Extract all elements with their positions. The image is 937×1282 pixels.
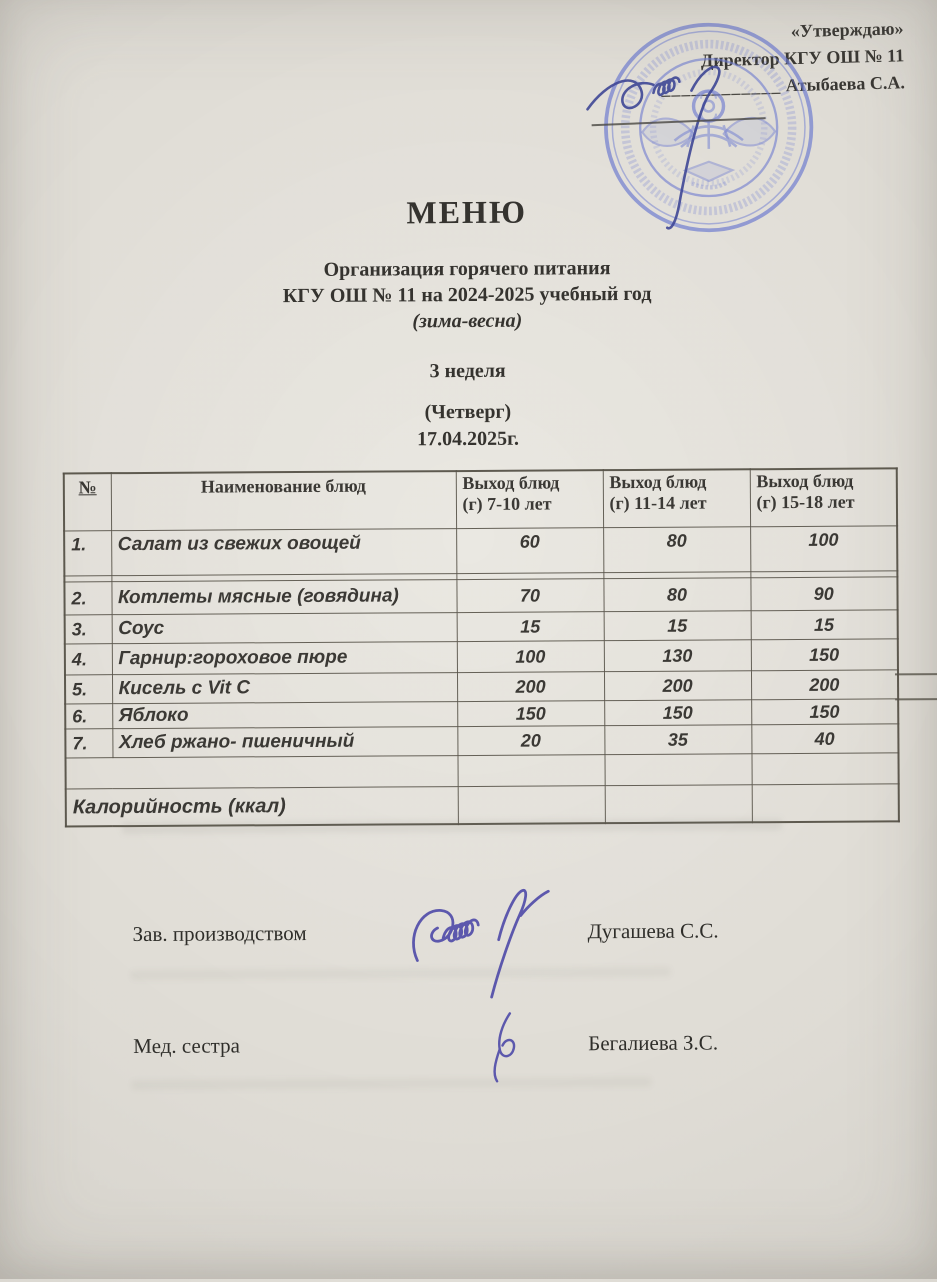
approval-quote: «Утверждаю» — [790, 18, 904, 42]
portion-11-14: 80 — [603, 578, 750, 612]
weekday-label: (Четверг) — [424, 400, 512, 424]
header-portion-11-14: Выход блюд (г) 11-14 лет — [603, 469, 750, 527]
portion-15-18: 150 — [751, 699, 898, 725]
dish-name: Соус — [112, 613, 457, 644]
week-label: 3 неделя — [429, 359, 506, 383]
dish-name: Котлеты мясные (говядина) — [111, 580, 456, 615]
portion-11-14: 80 — [603, 527, 750, 573]
portion-7-10: 100 — [457, 641, 604, 673]
role-label: Мед. сестра — [133, 1033, 240, 1059]
approval-director-name: Атыбаева С.А. — [785, 72, 906, 96]
dish-name: Хлеб ржано- пшеничный — [112, 727, 457, 758]
production-manager-signature — [400, 881, 586, 1007]
dish-number: 4. — [65, 644, 112, 675]
empty-row — [65, 753, 898, 789]
bleed-through-smudge — [131, 1077, 651, 1090]
table-row — [65, 639, 898, 675]
dish-number: 6. — [65, 704, 112, 729]
dish-number: 2. — [64, 582, 111, 615]
header-number: № — [64, 473, 111, 531]
portion-15-18: 40 — [751, 724, 898, 754]
calories-7-10 — [458, 786, 605, 824]
nurse-signature — [476, 1008, 536, 1088]
role-label: Зав. производством — [132, 920, 307, 947]
table-row — [64, 577, 897, 615]
date-label: 17.04.2025г. — [417, 427, 520, 451]
portion-11-14: 35 — [604, 725, 751, 755]
dish-number: 7. — [65, 729, 112, 758]
dish-name: Гарнир:гороховое пюре — [112, 642, 457, 675]
person-name: Дугашева С.С. — [587, 918, 719, 944]
portion-15-18: 200 — [751, 670, 898, 700]
person-name: Бегалиева З.С. — [588, 1030, 719, 1056]
portion-11-14: 15 — [604, 611, 751, 641]
header-dish-name: Наименование блюд — [111, 471, 456, 531]
approval-director-line: Директор КГУ ОШ № 11 — [700, 45, 905, 71]
portion-11-14: 130 — [604, 640, 751, 672]
menu-table — [63, 467, 900, 827]
stray-table-line — [895, 698, 937, 700]
portion-7-10: 15 — [457, 612, 604, 642]
table-row — [64, 526, 897, 576]
dish-name: Кисель с Vit C — [112, 673, 457, 704]
portion-7-10: 150 — [457, 701, 604, 727]
header-portion-15-18: Выход блюд (г) 15-18 лет — [750, 468, 897, 526]
page-title: МЕНЮ — [406, 193, 528, 231]
approval-signature-line: ____________ — [660, 75, 782, 99]
portion-7-10: 200 — [457, 672, 604, 702]
portion-7-10: 70 — [456, 579, 603, 613]
portion-15-18: 90 — [750, 577, 897, 611]
signature-row-nurse — [3, 1029, 937, 1059]
subtitle-line2: КГУ ОШ № 11 на 2024-2025 учебный год — [282, 282, 652, 308]
subtitle-line1: Организация горячего питания — [323, 257, 611, 281]
subtitle-season: (зима-весна) — [412, 309, 523, 333]
stray-table-line — [895, 673, 937, 675]
calories-label: Калорийность (ккал) — [66, 787, 458, 827]
portion-15-18: 150 — [751, 639, 898, 671]
dish-name: Яблоко — [112, 702, 457, 729]
portion-11-14: 200 — [604, 671, 751, 701]
dish-number: 3. — [65, 615, 112, 644]
dish-name: Салат из свежих овощей — [111, 529, 456, 576]
portion-7-10: 20 — [457, 726, 604, 756]
dish-number: 5. — [65, 675, 112, 704]
portion-15-18: 15 — [751, 610, 898, 640]
table-header-row — [64, 468, 897, 531]
header-portion-7-10: Выход блюд (г) 7-10 лет — [456, 470, 603, 528]
portion-7-10: 60 — [456, 528, 603, 574]
calories-15-18 — [752, 784, 899, 822]
portion-11-14: 150 — [604, 700, 751, 726]
dish-number: 1. — [64, 531, 111, 576]
portion-15-18: 100 — [750, 526, 897, 572]
